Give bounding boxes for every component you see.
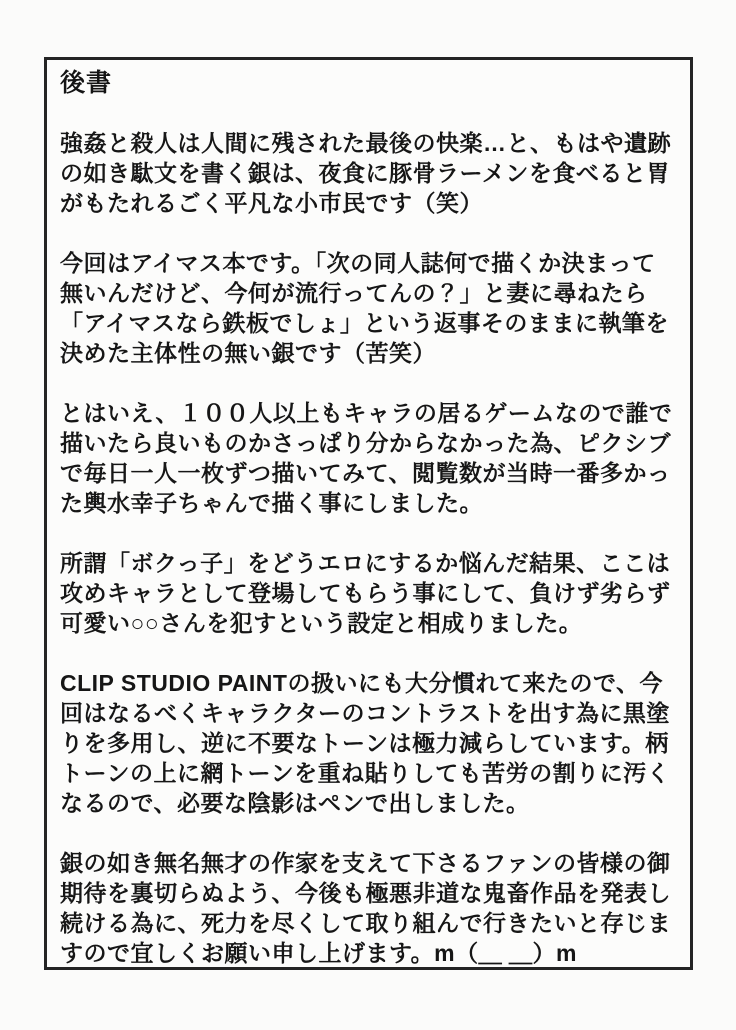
- paragraph-setting: 所謂「ボクっ子」をどうエロにするか悩んだ結果、ここは攻めキャラとして登場してもらう事にして、負けず劣らず可愛い○○さんを犯すという設定と相成りました。: [60, 550, 671, 636]
- page-border-frame: [44, 57, 693, 970]
- paragraph-closing: 銀の如き無名無才の作家を支えて下さるファンの皆様の御期待を裏切らぬよう、今後も極悪非道な鬼畜作品を発表し続ける為に、死力を尽くして取り組んで行きたいと存じますので宜しくお願い申し上げます。m（＿ ＿）m: [60, 850, 671, 966]
- paragraph-technique: CLIP STUDIO PAINTの扱いにも大分慣れて来たので、今回はなるべくキャラクターのコントラストを出す為に黒塗りを多用し、逆に不要なトーンは極力減らしています。柄トーンの上に網トーンを重ね貼りしても苦労の割りに汚くなるので、必要な陰影はペンで出しました。: [60, 670, 671, 816]
- page-title: 後書: [60, 69, 113, 97]
- paragraph-character-choice: とはいえ、１００人以上もキャラの居るゲームなので誰で描いたら良いものかさっぱり分からなかった為、ピクシブで毎日一人一枚ずつ描いてみて、閲覧数が当時一番多かった輿水幸子ちゃんで描く事にしました。: [60, 400, 673, 516]
- paragraph-topic-choice: 今回はアイマス本です。「次の同人誌何で描くか決まって無いんだけど、今何が流行ってんの？」と妻に尋ねたら「アイマスなら鉄板でしょ」という返事そのままに執筆を決めた主体性の無い銀です（苦笑）: [60, 250, 669, 366]
- paragraph-intro: 強姦と殺人は人間に残された最後の快楽…と、もはや遺跡の如き駄文を書く銀は、夜食に豚骨ラーメンを食べると胃がもたれるごく平凡な小市民です（笑）: [60, 130, 671, 216]
